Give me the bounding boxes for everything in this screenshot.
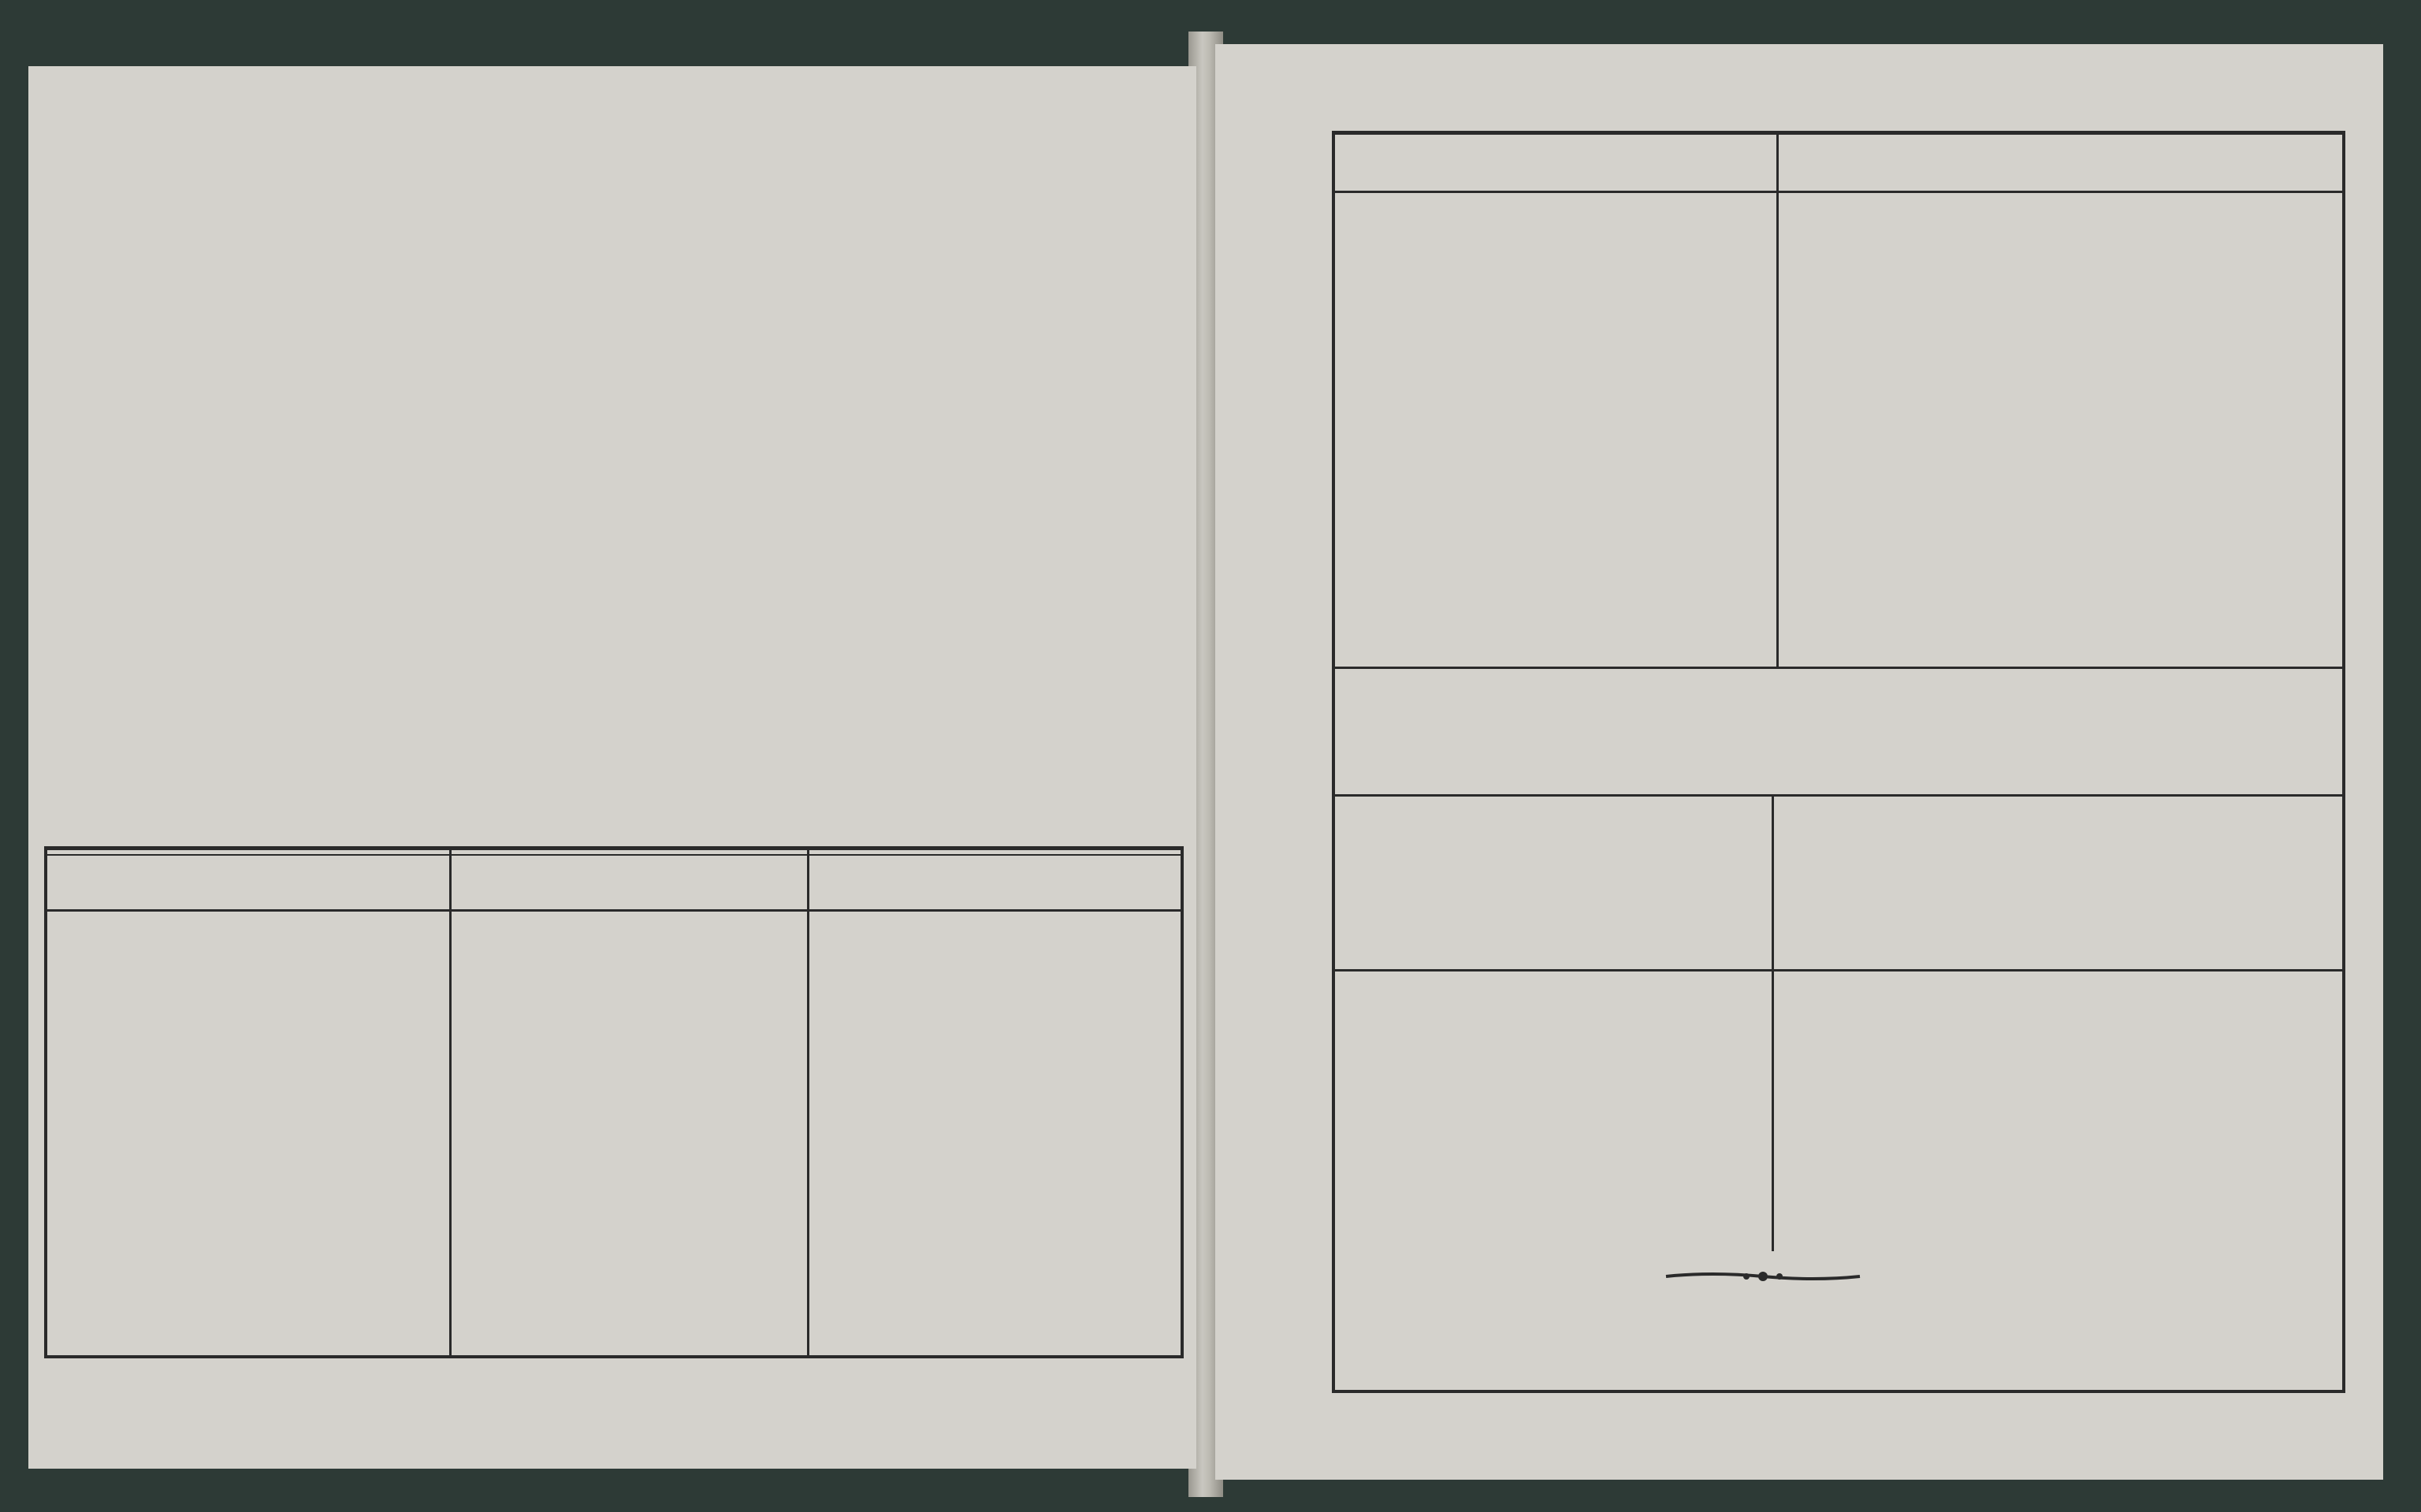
table-top-rule <box>44 846 1184 850</box>
right-table-bottom-rule <box>1332 1390 2345 1393</box>
right-page <box>1215 44 2383 1480</box>
table-bottom-rule <box>44 1355 1184 1358</box>
ornament-rule <box>1664 1267 1861 1286</box>
left-page <box>28 66 1196 1469</box>
right-table-top-rule <box>1332 131 2345 135</box>
